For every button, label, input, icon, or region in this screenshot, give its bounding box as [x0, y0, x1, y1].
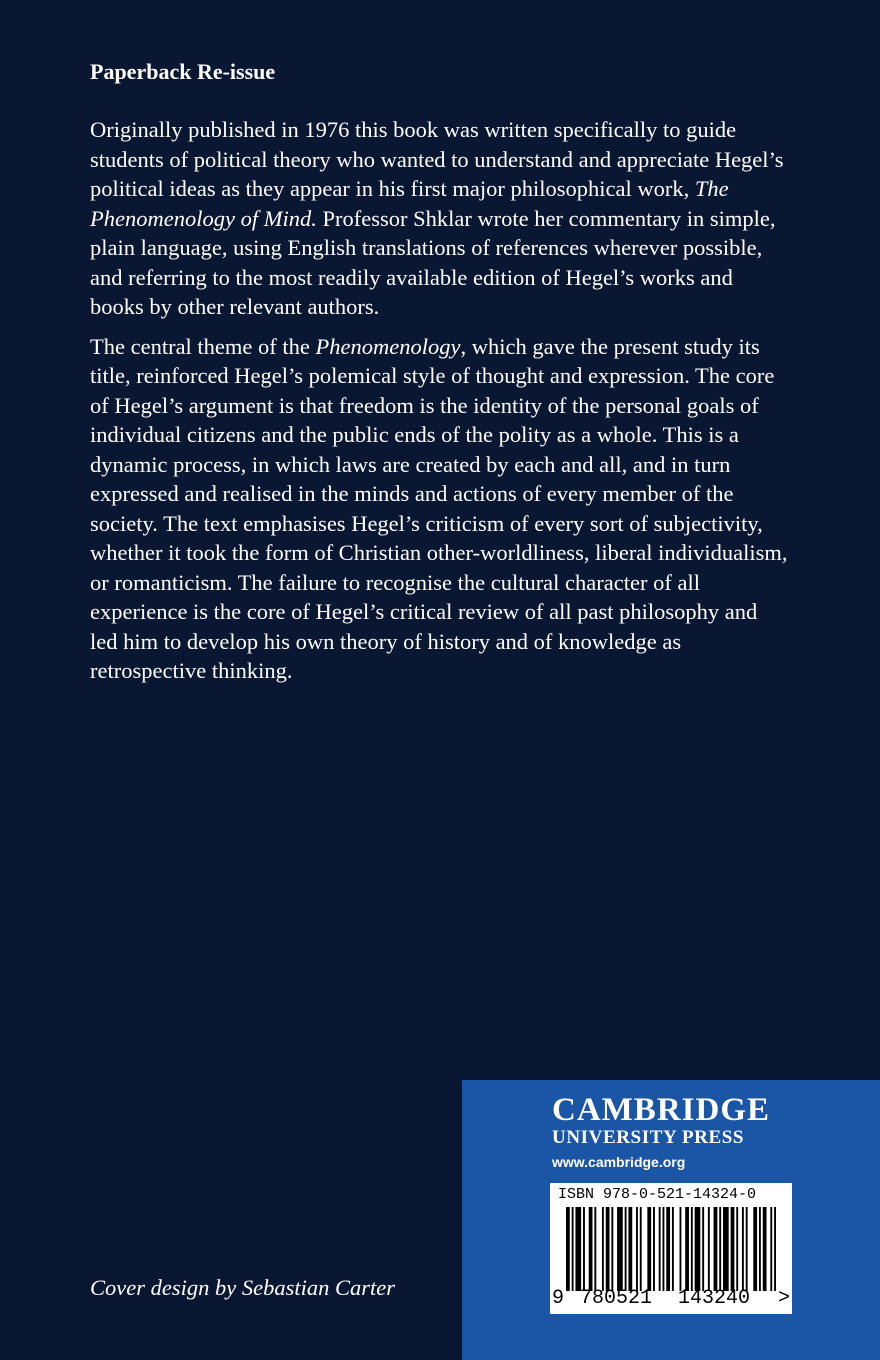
barcode-bar — [628, 1207, 632, 1291]
barcode-bar — [708, 1207, 710, 1291]
barcode-bar — [594, 1207, 596, 1291]
description-paragraph-1-text-a: Originally published in 1976 this book was written specifically to guide students of political theory who wanted to understand and appreciate Hegel’s political ideas as they appear in his first major philosophical work, — [90, 117, 784, 201]
barcode-bar — [617, 1207, 623, 1291]
barcode-bar — [763, 1207, 767, 1291]
barcode-bar — [702, 1207, 704, 1291]
barcode-end-mark: > — [778, 1287, 791, 1310]
barcode-bar — [662, 1207, 664, 1291]
barcode-bar — [606, 1207, 610, 1291]
barcode-bar — [672, 1207, 674, 1291]
barcode-bar — [647, 1207, 651, 1291]
barcode-bar — [659, 1207, 661, 1291]
isbn-barcode — [550, 1183, 792, 1314]
barcode-digits — [550, 1287, 792, 1311]
barcode-bar — [759, 1207, 761, 1291]
barcode-bar — [602, 1207, 604, 1291]
barcode-bar — [770, 1207, 772, 1291]
description-paragraph-2-text-b: , which gave the present study its title, reinforced Hegel’s polemical style of thought and expression. The core of Hegel’s argument is that freedom is the identity of the personal goals of individual citizens and the public ends of the polity as a whole. This is a dynamic process, in which laws are created by each and all, and in turn expressed and realised in the minds and actions of every member of the society. The text emphasises Hegel’s criticism of every sort of subjectivity, whether it took the form of Christian other-worldliness, liberal individualism, or romanticism. The failure to recognise the cultural character of all experience is the core of Hegel’s critical review of all past philosophy and led him to develop his own theory of history and of knowledge as retrospective thinking. — [90, 333, 788, 683]
barcode-bars — [566, 1207, 776, 1291]
barcode-bar — [572, 1207, 574, 1291]
barcode-bar — [636, 1207, 638, 1291]
barcode-digit-first: 9 — [552, 1287, 565, 1310]
barcode-bar — [575, 1207, 581, 1291]
barcode-bar — [714, 1207, 718, 1291]
barcode-bar — [685, 1207, 689, 1291]
book-title-reference: The Phenomenology of Mind. — [90, 176, 729, 231]
isbn-label: ISBN 978-0-521-14324-0 — [558, 1186, 757, 1203]
barcode-digit-group-2: 143240 — [678, 1287, 751, 1310]
barcode-bar — [742, 1207, 744, 1291]
barcode-bar — [680, 1207, 682, 1291]
barcode-bar — [774, 1207, 776, 1291]
barcode-bar — [746, 1207, 748, 1291]
barcode-bar — [611, 1207, 613, 1291]
publisher-panel — [462, 1080, 880, 1360]
barcode-bar — [695, 1207, 701, 1291]
barcode-bar — [736, 1207, 738, 1291]
barcode-bar — [640, 1207, 642, 1291]
publisher-website: www.cambridge.org — [552, 1154, 686, 1170]
barcode-bar — [723, 1207, 729, 1291]
description-paragraph-1 — [90, 115, 790, 322]
barcode-bar — [731, 1207, 735, 1291]
barcode-bar — [625, 1207, 627, 1291]
barcode-bar — [753, 1207, 757, 1291]
barcode-bar — [691, 1207, 693, 1291]
description-paragraph-1-text-b: Professor Shklar wrote her commentary in simple, plain language, using English translations of references wherever possible, and referring to the most readily available edition of Hegel’s works and books by other relevant authors. — [90, 205, 776, 319]
barcode-bar — [719, 1207, 721, 1291]
barcode-bar — [566, 1207, 570, 1291]
description-paragraph-2 — [90, 332, 790, 686]
phenomenology-reference: Phenomenology — [315, 333, 461, 359]
barcode-bar — [666, 1207, 670, 1291]
description — [90, 115, 790, 696]
description-paragraph-2-text-a: The central theme of the — [90, 333, 316, 359]
reissue-heading: Paperback Re-issue — [90, 59, 276, 84]
cover-design-credit: Cover design by Sebastian Carter — [90, 1275, 395, 1300]
barcode-bar — [653, 1207, 655, 1291]
barcode-bar — [589, 1207, 593, 1291]
barcode-bar — [583, 1207, 585, 1291]
barcode-digit-group-1: 780521 — [580, 1287, 653, 1310]
publisher-name: CAMBRIDGE — [552, 1092, 771, 1128]
publisher-subtitle: UNIVERSITY PRESS — [552, 1127, 745, 1148]
